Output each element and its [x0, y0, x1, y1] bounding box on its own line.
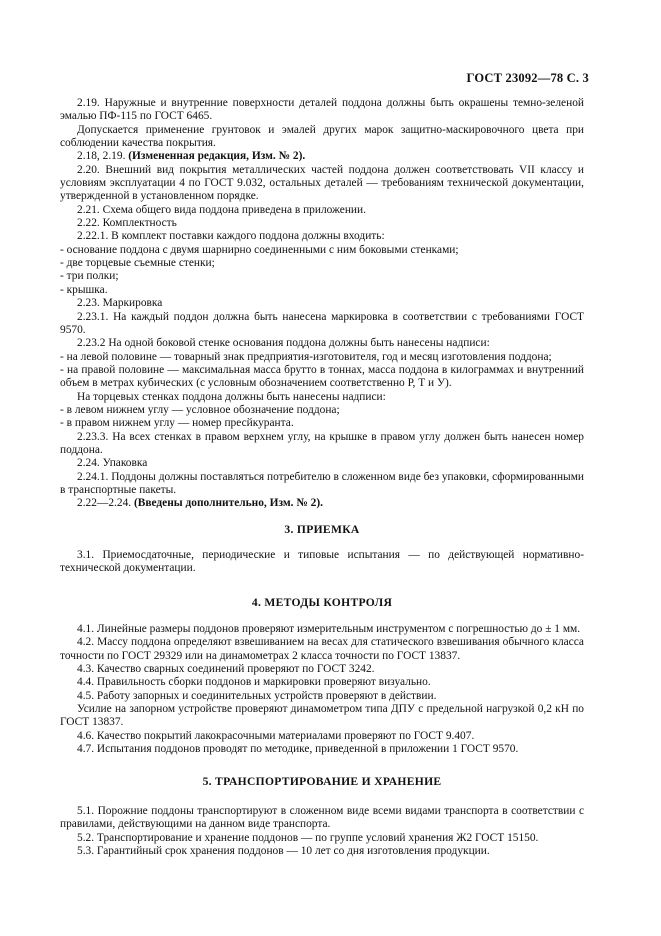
clause-2-24: 2.24. Упаковка [77, 457, 148, 470]
list-item: - на правой половине — максимальная масса брутто в тоннах, масса поддона в килограммах и внутренний объем в метрах кубических (с условным обозначением соответственно Р, Т и У). [60, 363, 584, 390]
clause-2-19: 2.19. Наружные и внутренние поверхности деталей поддона должны быть окрашены темно-зеленой эмалью ПФ-115 по ГОСТ 6465. [60, 97, 584, 123]
amendment-note-2-18 [60, 150, 584, 163]
clause-2-23-1: 2.23.1. На каждый поддон должна быть нанесена маркировка в соответствии с требованиями ГОСТ 9570. [60, 310, 584, 336]
clause-2-24-1: 2.24.1. Поддоны должны поставляться потребителю в сложенном виде без упаковки, сформированными в транспортные пакеты. [60, 470, 584, 496]
clause-4-5-note: Усилие на запорном устройстве проверяют динамометром типа ДПУ с предельной нагрузкой 0,2 кН по ГОСТ 13837. [60, 703, 584, 729]
clause-4-5: 4.5. Работу запорных и соединительных устройств проверяют в действии. [77, 689, 437, 702]
document-body [60, 97, 584, 858]
clause-4-2: 4.2. Массу поддона определяют взвешиванием на весах для статического взвешивания обычного класса точности по ГОСТ 29329 или на динамометрах 2 класса точности по ГОСТ 13837. [60, 636, 584, 662]
list-item: - крышка. [60, 283, 108, 296]
list-item: - в левом нижнем углу — условное обозначение поддона; [60, 403, 340, 416]
list-item: - на левой половине — товарный знак предприятия-изготовителя, год и месяц изготовления поддона; [60, 350, 552, 363]
page-header: ГОСТ 23092—78 С. 3 [466, 71, 589, 85]
clause-2-23: 2.23. Маркировка [77, 297, 163, 310]
clause-5-2: 5.2. Транспортирование и хранение поддонов — по группе условий хранения Ж2 ГОСТ 15150. [77, 831, 539, 844]
clause-5-3: 5.3. Гарантийный срок хранения поддонов — 10 лет со дня изготовления продукции. [77, 844, 490, 857]
clause-4-7: 4.7. Испытания поддонов проводят по методике, приведенной в приложении 1 ГОСТ 9570. [77, 743, 519, 756]
clause-2-21: 2.21. Схема общего вида поддона приведена в приложении. [77, 203, 366, 216]
list-item: - три полки; [60, 270, 119, 283]
clause-2-20: 2.20. Внешний вид покрытия металлических частей поддона должен соответствовать VII классу и условиям эксплуатации 4 по ГОСТ 9.032, остальных деталей — требованиям технической документации, утвержденной в установленном порядке. [60, 163, 584, 203]
amendment-text: (Введены дополнительно, Изм. № 2). [133, 497, 323, 510]
clause-3-1: 3.1. Приемосдаточные, периодические и типовые испытания — по действующей нормативно-технической документации. [60, 549, 584, 575]
amendment-text: (Измененная редакция, Изм. № 2). [128, 150, 306, 163]
list-item: - две торцевые съемные стенки; [60, 257, 215, 270]
list-item: - основание поддона с двумя шарнирно соединенными с ним боковыми стенками; [60, 243, 459, 256]
end-walls-note: На торцевых стенках поддона должны быть нанесены надписи: [77, 390, 386, 403]
section-title-transport-storage: 5. ТРАНСПОРТИРОВАНИЕ И ХРАНЕНИЕ [202, 775, 442, 789]
clause-4-4: 4.4. Правильность сборки поддонов и маркировки проверяют визуально. [77, 676, 431, 689]
section-title-control-methods: 4. МЕТОДЫ КОНТРОЛЯ [251, 595, 393, 609]
clause-4-6: 4.6. Качество покрытий лакокрасочными материалами проверяют по ГОСТ 9.407. [77, 729, 475, 742]
amendment-clauses: 2.22—2.24. [77, 497, 134, 510]
clause-2-22: 2.22. Комплектность [77, 217, 177, 230]
clause-2-23-2: 2.23.2 На одной боковой стенке основания поддона должны быть нанесены надписи: [77, 337, 490, 350]
clause-4-3: 4.3. Качество сварных соединений проверяют по ГОСТ 3242. [77, 663, 375, 676]
clause-4-1: 4.1. Линейные размеры поддонов проверяют измерительным инструментом с погрешностью до ± 1 мм. [77, 623, 581, 636]
list-item: - в правом нижнем углу — номер пресйкуранта. [60, 417, 294, 430]
clause-2-22-1: 2.22.1. В комплект поставки каждого поддона должны входить: [77, 230, 385, 243]
clause-5-1: 5.1. Порожние поддоны транспортируют в сложенном виде всеми видами транспорта в соответствии с правилами, действующими на данном виде транспорта. [60, 804, 584, 831]
amendment-clauses: 2.18, 2.19. [77, 150, 129, 163]
clause-2-19-note: Допускается применение грунтовок и эмалей других марок защитно-маскировочного цвета при соблюдении качества покрытия. [60, 123, 584, 150]
clause-2-23-3: 2.23.3. На всех стенках в правом верхнем углу, на крышке в правом углу должен быть нанесен номер поддона. [60, 430, 584, 456]
amendment-note-2-22 [60, 497, 584, 510]
section-title-acceptance: 3. ПРИЕМКА [284, 522, 360, 536]
